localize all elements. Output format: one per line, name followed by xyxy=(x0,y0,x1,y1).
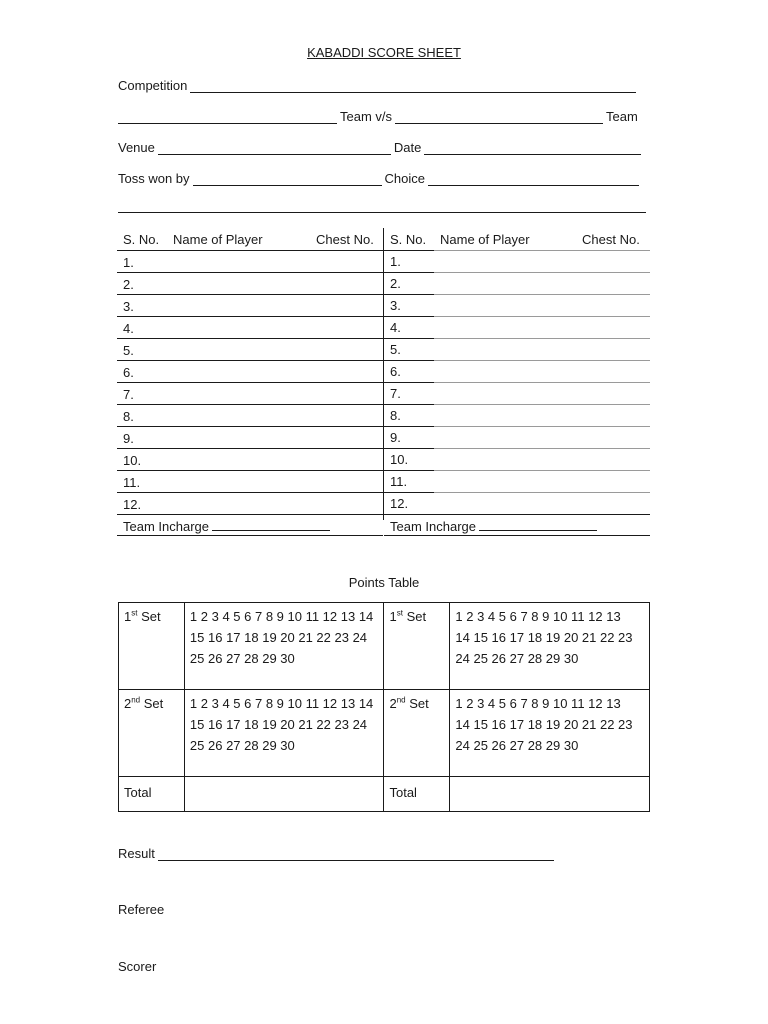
player-row[interactable]: 3. xyxy=(117,294,383,316)
competition-row xyxy=(118,75,650,93)
scorer-row xyxy=(118,956,156,974)
player-row[interactable]: 2. xyxy=(384,272,650,294)
scorer-label: Scorer xyxy=(118,959,157,974)
total-label: Total xyxy=(384,777,450,812)
total-label: Total xyxy=(119,777,185,812)
second-set-label: 2nd Set xyxy=(384,690,450,777)
team-b-players xyxy=(384,228,650,536)
toss-label: Toss won by xyxy=(118,171,190,186)
players-header xyxy=(384,228,650,250)
chest-header: Chest No. xyxy=(582,232,640,247)
team-incharge-row xyxy=(384,514,650,536)
player-row[interactable]: 6. xyxy=(117,360,383,382)
competition-label: Competition xyxy=(118,78,188,93)
result-field[interactable] xyxy=(158,848,554,861)
first-set-label: 1st Set xyxy=(384,603,450,690)
players-header xyxy=(117,228,383,250)
second-set-points-a[interactable]: 1 2 3 4 5 6 7 8 9 10 11 12 13 14 15 16 17 18 19 20 21 22 23 24 25 26 27 28 29 30 xyxy=(184,690,384,777)
first-set-points-a[interactable]: 1 2 3 4 5 6 7 8 9 10 11 12 13 14 15 16 17 18 19 20 21 22 23 24 25 26 27 28 29 30 xyxy=(184,603,384,690)
player-row[interactable]: 8. xyxy=(384,404,650,426)
player-row[interactable]: 9. xyxy=(117,426,383,448)
player-row[interactable]: 2. xyxy=(117,272,383,294)
player-row[interactable]: 5. xyxy=(384,338,650,360)
first-set-label: 1st Set xyxy=(119,603,185,690)
referee-label: Referee xyxy=(118,902,165,917)
toss-field[interactable] xyxy=(193,173,382,186)
choice-label: Choice xyxy=(384,171,426,186)
separator-line xyxy=(118,212,646,213)
player-row[interactable]: 4. xyxy=(117,316,383,338)
total-field-b[interactable] xyxy=(450,777,650,812)
venue-field[interactable] xyxy=(158,142,391,155)
player-row[interactable]: 1. xyxy=(117,250,383,272)
competition-field[interactable] xyxy=(190,80,636,93)
player-row[interactable]: 10. xyxy=(384,448,650,470)
player-row[interactable]: 12. xyxy=(117,492,383,514)
player-row[interactable]: 7. xyxy=(117,382,383,404)
first-set-row xyxy=(119,603,650,690)
sno-header: S. No. xyxy=(390,232,427,247)
referee-row xyxy=(118,899,164,917)
second-set-points-b[interactable]: 1 2 3 4 5 6 7 8 9 10 11 12 13 14 15 16 17 18 19 20 21 22 23 24 25 26 27 28 29 30 xyxy=(450,690,650,777)
teams-row xyxy=(118,106,650,124)
team-vs-label: Team v/s xyxy=(340,109,393,124)
venue-date-row xyxy=(118,137,650,155)
result-row xyxy=(118,843,557,861)
player-row[interactable]: 11. xyxy=(384,470,650,492)
second-set-label: 2nd Set xyxy=(119,690,185,777)
player-row[interactable]: 5. xyxy=(117,338,383,360)
team-incharge-field[interactable] xyxy=(479,519,597,531)
player-row[interactable]: 10. xyxy=(117,448,383,470)
player-row[interactable]: 3. xyxy=(384,294,650,316)
chest-header: Chest No. xyxy=(316,232,374,247)
player-row[interactable]: 6. xyxy=(384,360,650,382)
result-label: Result xyxy=(118,846,155,861)
team-incharge-row xyxy=(117,514,383,536)
player-row[interactable]: 11. xyxy=(117,470,383,492)
choice-field[interactable] xyxy=(428,173,639,186)
player-row[interactable]: 4. xyxy=(384,316,650,338)
sno-header: S. No. xyxy=(123,232,160,247)
venue-label: Venue xyxy=(118,140,155,155)
points-table-title: Points Table xyxy=(348,575,420,590)
total-row xyxy=(119,777,650,812)
player-row[interactable]: 1. xyxy=(384,250,650,272)
player-row[interactable]: 8. xyxy=(117,404,383,426)
team-incharge-field[interactable] xyxy=(212,519,330,531)
team-incharge-label: Team Incharge xyxy=(390,519,476,534)
first-set-points-b[interactable]: 1 2 3 4 5 6 7 8 9 10 11 12 13 14 15 16 17 18 19 20 21 22 23 24 25 26 27 28 29 30 xyxy=(450,603,650,690)
team-b-field[interactable] xyxy=(395,111,603,124)
name-header: Name of Player xyxy=(440,232,530,247)
total-field-a[interactable] xyxy=(184,777,384,812)
date-field[interactable] xyxy=(424,142,641,155)
second-set-row xyxy=(119,690,650,777)
toss-row xyxy=(118,168,650,186)
name-header: Name of Player xyxy=(173,232,263,247)
team-a-players xyxy=(117,228,383,536)
player-row[interactable]: 7. xyxy=(384,382,650,404)
date-label: Date xyxy=(393,140,422,155)
team-incharge-label: Team Incharge xyxy=(123,519,209,534)
players-table xyxy=(117,228,650,538)
player-row[interactable]: 12. xyxy=(384,492,650,514)
points-table xyxy=(118,602,650,812)
team-a-field[interactable] xyxy=(118,111,337,124)
team-label: Team xyxy=(606,109,638,124)
player-row[interactable]: 9. xyxy=(384,426,650,448)
page-title: KABADDI SCORE SHEET xyxy=(307,45,461,60)
